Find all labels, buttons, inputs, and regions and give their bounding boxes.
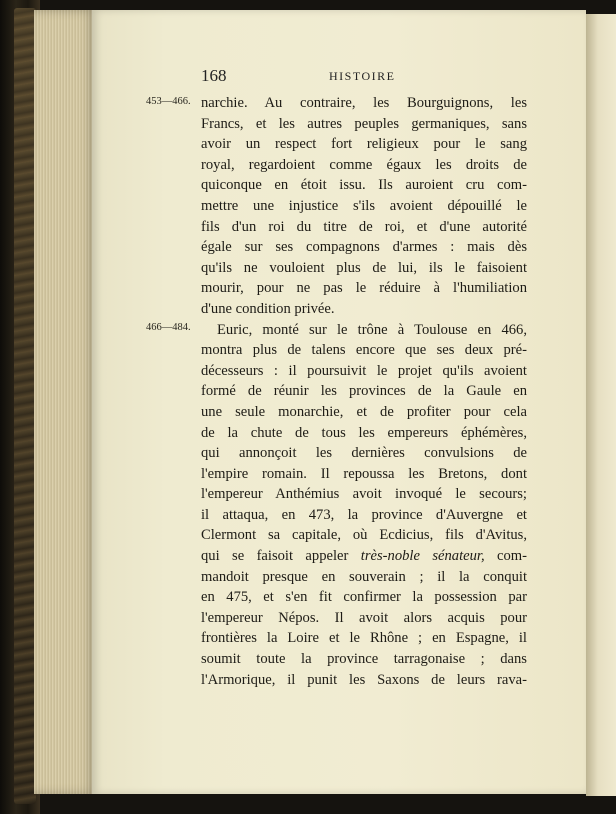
text-line: l'empereur Anthémius avoit invoqué le secours;	[201, 486, 527, 503]
text-line: montra plus de talens encore que ses deux pré-	[201, 342, 527, 359]
text-line: royal, regardoient comme égaux les droits de	[201, 156, 527, 173]
text-line: l'empereur Népos. Il avoit alors acquis pour	[201, 609, 527, 626]
text-line: l'Armorique, il punit les Saxons de leurs rava-	[201, 671, 527, 688]
text-line: décesseurs : il poursuivit le projet qu'ils avoient	[201, 362, 527, 379]
text-line: mettre une injustice s'ils avoient dépouillé le	[201, 197, 527, 214]
text-line-with-italic	[201, 546, 527, 567]
text-line: mandoit presque en souverain ; il la conquit	[201, 568, 527, 585]
text-fragment: qui se faisoit appeler	[201, 548, 349, 565]
text-line: mourir, pour ne pas le réduire à l'humiliation	[201, 280, 527, 297]
text-line: frontières la Loire et le Rhône ; en Espagne, il	[201, 630, 527, 647]
page-stack-edge	[34, 10, 96, 794]
italic-phrase: très-noble sénateur,	[360, 548, 485, 565]
marbled-edge	[14, 8, 36, 804]
text-line: quiconque en étoit issu. Ils auroient cru com-	[201, 177, 527, 194]
text-line: en 475, et s'en fit confirmer la possession par	[201, 589, 527, 606]
body-text	[201, 93, 527, 690]
paragraph-start-line: Euric, monté sur le trône à Toulouse en 466,	[217, 321, 527, 338]
text-line: avoir un respect fort religieux pour le sang	[201, 136, 527, 153]
text-line: il attaqua, en 473, la province d'Auvergne et	[201, 506, 527, 523]
text-line: qu'ils ne vouloient plus de lui, ils le faisoient	[201, 259, 527, 276]
text-line: de la chute de tous les empereurs éphémères,	[201, 424, 527, 441]
text-line: une seule monarchie, et de profiter pour cela	[201, 403, 527, 420]
paragraph-end-line: d'une condition privée.	[201, 300, 335, 317]
text-line: Clermont sa capitale, où Ecdicius, fils d'Avitus,	[201, 527, 527, 544]
text-line: fils d'un roi du titre de roi, et d'une autorité	[201, 218, 527, 235]
text-line: narchie. Au contraire, les Bourguignons, les	[201, 95, 527, 111]
text-line: l'empire romain. Il repoussa les Bretons, dont	[201, 465, 527, 482]
page-header	[201, 66, 531, 88]
margin-date-note: 466—484.	[146, 322, 191, 333]
running-head: HISTOIRE	[329, 69, 396, 83]
text-line: égale sur ses compagnons d'armes : mais dès	[201, 239, 527, 256]
text-fragment: com-	[497, 548, 527, 565]
margin-date-note: 453—466.	[146, 96, 191, 107]
text-line: Francs, et les autres peuples germaniques, sans	[201, 115, 527, 132]
facing-page-edge	[586, 14, 616, 796]
text-line: formé de réunir les provinces de la Gaule en	[201, 383, 527, 400]
page-number: 168	[201, 66, 227, 85]
text-line: qui annonçoit les dernières convulsions de	[201, 445, 527, 462]
text-line: soumit toute la province tarragonaise ; dans	[201, 651, 527, 668]
